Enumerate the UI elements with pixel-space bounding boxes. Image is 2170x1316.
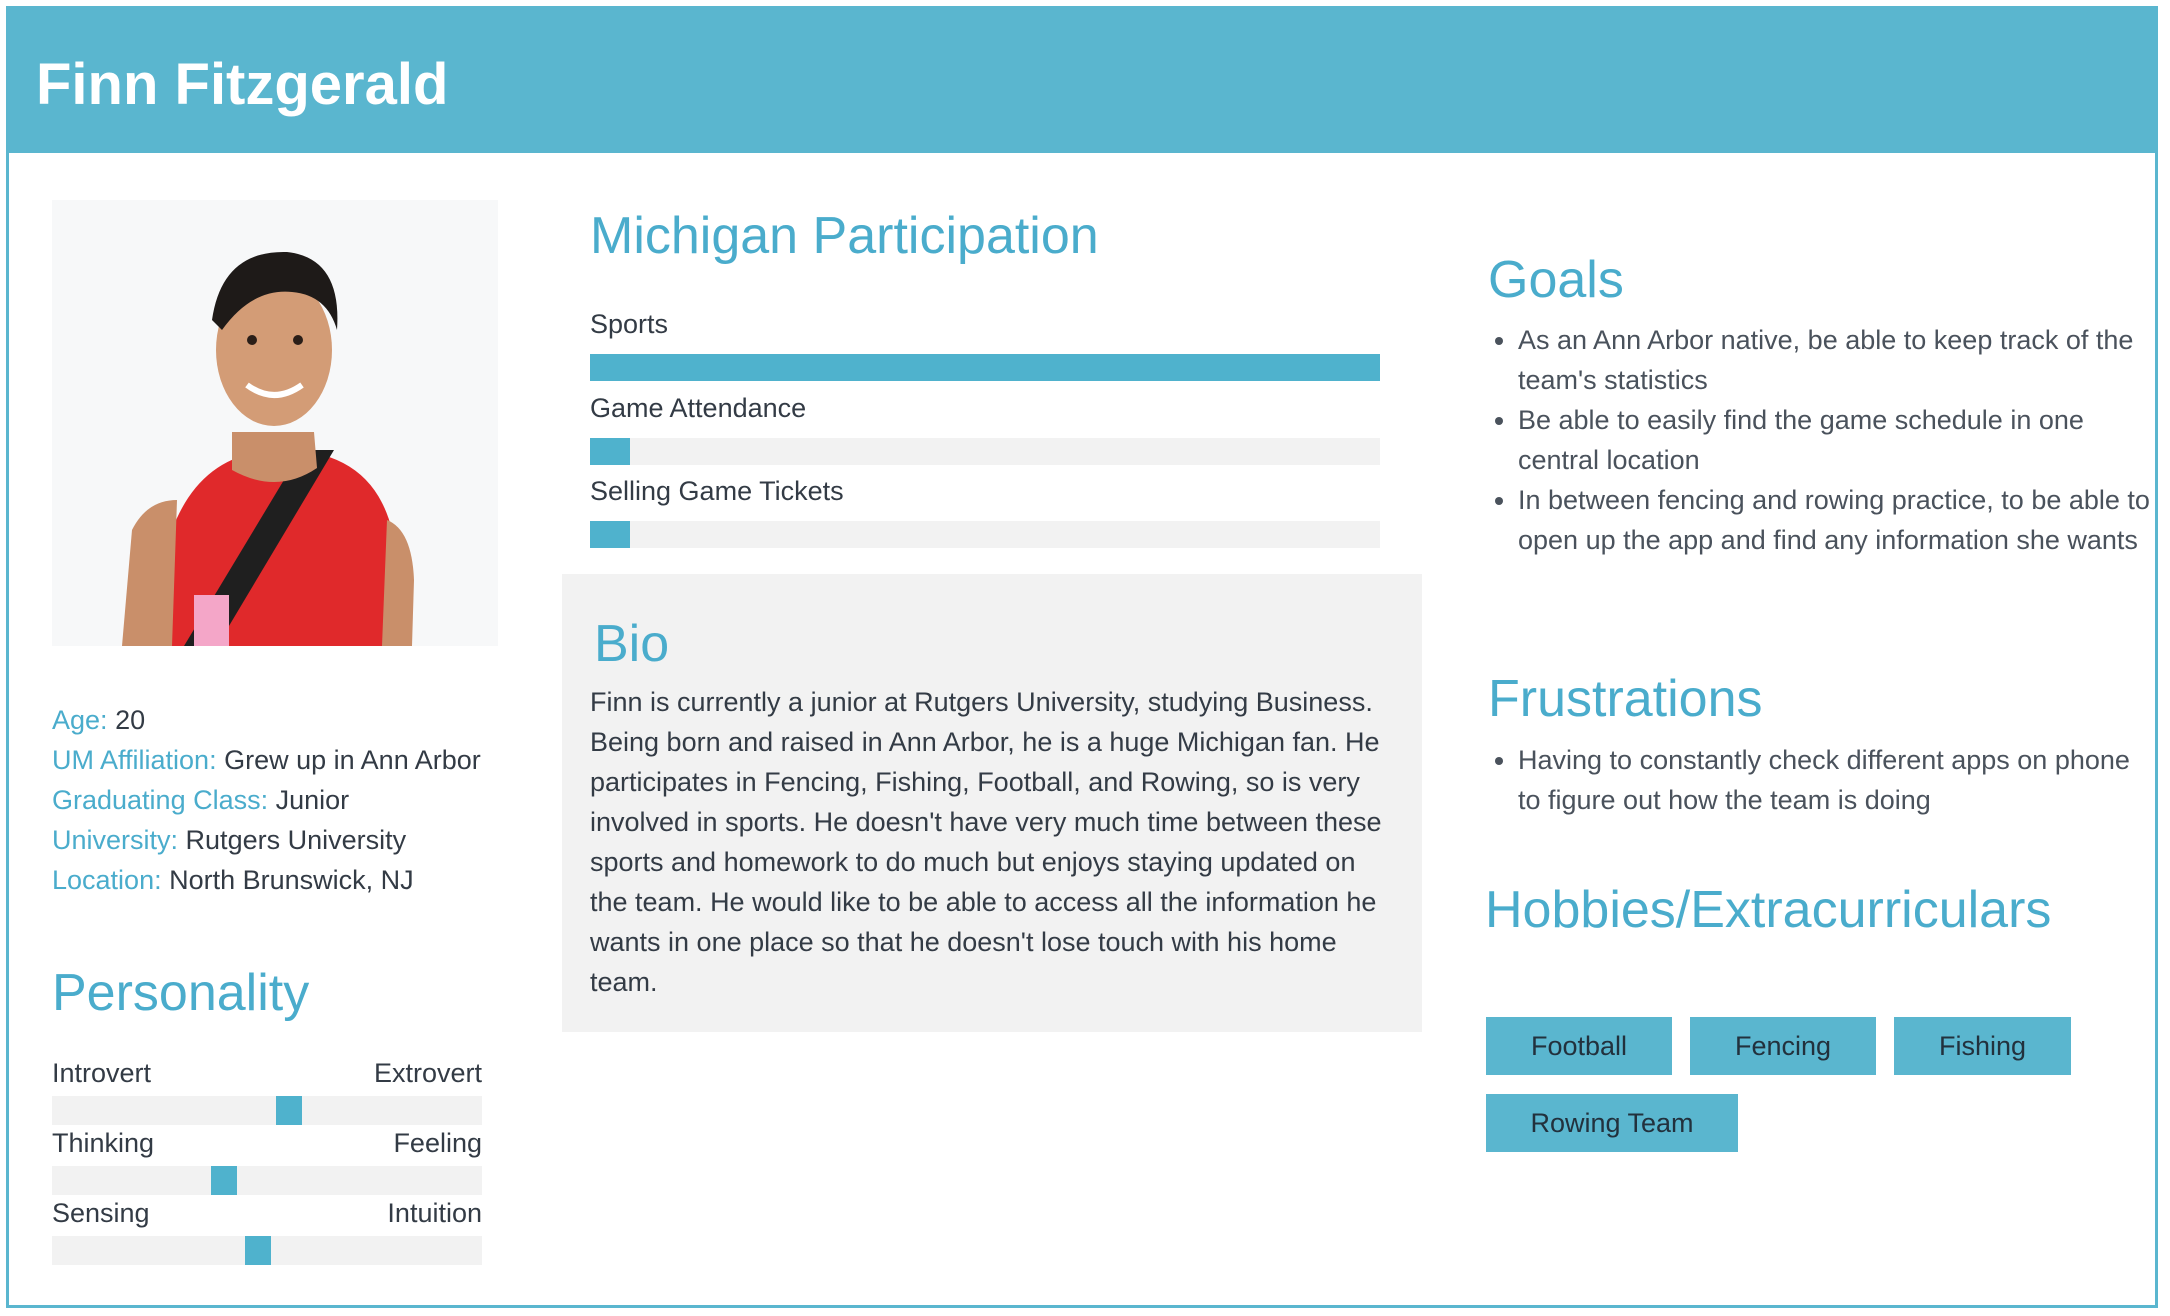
scale-left-label: Introvert (52, 1058, 152, 1088)
class-row (52, 780, 481, 820)
bio-panel (562, 574, 1422, 1032)
scale-knob (245, 1236, 271, 1265)
scale-track (52, 1236, 482, 1265)
affiliation-row (52, 740, 481, 780)
university-label: University: (52, 825, 179, 855)
participation-label: Game Attendance (590, 393, 807, 423)
location-label: Location: (52, 865, 162, 895)
scale-knob (211, 1166, 237, 1195)
hobby-tag-fencing: Fencing (1690, 1017, 1876, 1075)
scale-left-label: Sensing (52, 1198, 150, 1228)
persona-name: Finn Fitzgerald (36, 52, 449, 117)
affiliation-value: Grew up in Ann Arbor (224, 745, 481, 775)
personality-scale-sensing-intuition (52, 1196, 482, 1265)
personality-scale-introvert-extrovert (52, 1056, 482, 1125)
frustrations-title: Frustrations (1488, 670, 1763, 728)
class-label: Graduating Class: (52, 785, 269, 815)
participation-fill (590, 354, 1380, 381)
participation-title: Michigan Participation (590, 207, 1099, 265)
location-value: North Brunswick, NJ (169, 865, 414, 895)
participation-sports (590, 306, 1380, 381)
list-item: • As an Ann Arbor native, be able to keep track of the team's statistics (1518, 320, 2158, 400)
persona-photo (52, 200, 498, 646)
participation-label: Selling Game Tickets (590, 476, 844, 506)
list-item: • Be able to easily find the game schedule in one central location (1518, 400, 2158, 480)
university-row (52, 820, 481, 860)
participation-label: Sports (590, 309, 669, 339)
hobbies-title: Hobbies/Extracurriculars (1485, 881, 2052, 939)
participation-track (590, 521, 1380, 548)
participation-track (590, 354, 1380, 381)
participation-fill (590, 521, 630, 548)
list-item: • In between fencing and rowing practice, to be able to open up the app and find any information she wants (1518, 480, 2158, 560)
scale-knob (276, 1096, 302, 1125)
goals-title: Goals (1488, 251, 1624, 309)
personality-title: Personality (52, 964, 310, 1022)
hobby-tag-football: Football (1486, 1017, 1672, 1075)
hobby-tag-fishing: Fishing (1894, 1017, 2071, 1075)
age-label: Age: (52, 705, 108, 735)
bio-title: Bio (594, 615, 670, 673)
location-row (52, 860, 481, 900)
frustrations-list (1486, 740, 2158, 820)
scale-right-label: Feeling (393, 1128, 482, 1158)
bio-text: Finn is currently a junior at Rutgers University, studying Business. Being born and raised in Ann Arbor, he is a huge Michigan fan. He participates in Fencing, Fishing, Football, and Rowing, so is very involved in sports. He doesn't have very much time between these sports and homework to do much but enjoys staying updated on the team. He would like to be able to access all the information he wants in one place so that he doesn't lose touch with his home team. (590, 687, 1382, 997)
scale-right-label: Extrovert (373, 1058, 482, 1088)
scale-track (52, 1096, 482, 1125)
profile-facts (52, 700, 481, 900)
personality-scale-thinking-feeling (52, 1126, 482, 1195)
university-value: Rutgers University (185, 825, 407, 855)
participation-game-attendance (590, 390, 1380, 465)
class-value: Junior (275, 785, 350, 815)
affiliation-label: UM Affiliation: (52, 745, 217, 775)
hobby-tag-rowing-team: Rowing Team (1486, 1094, 1738, 1152)
age-row (52, 700, 481, 740)
participation-fill (590, 438, 630, 465)
age-value: 20 (115, 705, 146, 735)
goals-list (1486, 320, 2158, 560)
participation-selling-tickets (590, 473, 1380, 548)
scale-right-label: Intuition (387, 1198, 482, 1228)
scale-left-label: Thinking (52, 1128, 155, 1158)
scale-track (52, 1166, 482, 1195)
participation-track (590, 438, 1380, 465)
list-item: • Having to constantly check different apps on phone to figure out how the team is doing (1518, 740, 2158, 820)
